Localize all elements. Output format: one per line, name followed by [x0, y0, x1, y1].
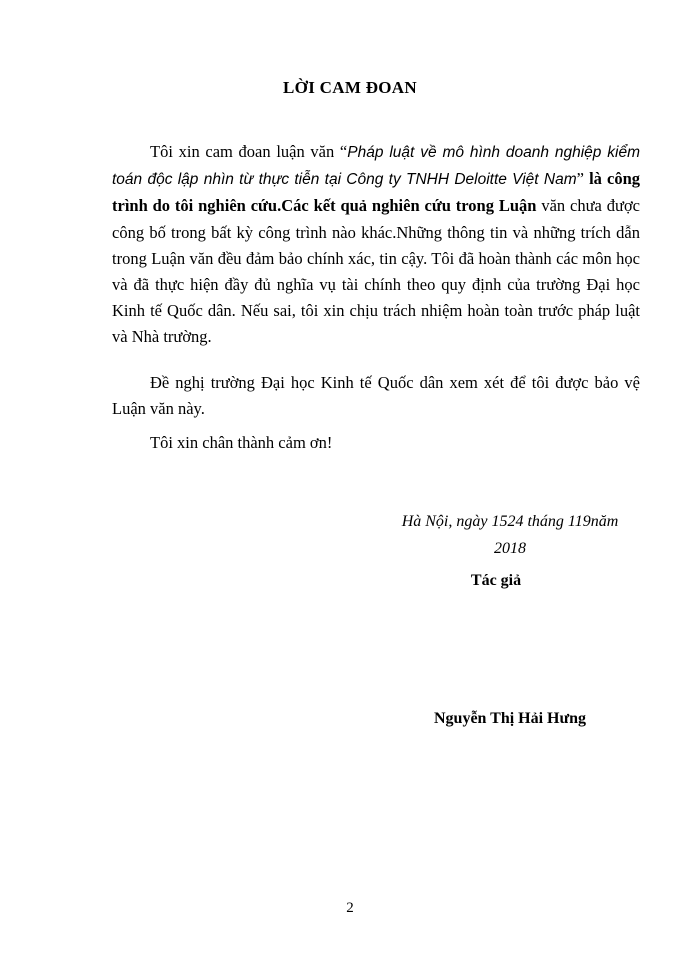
author-label: Tác giả: [470, 572, 522, 589]
thanks-paragraph: Tôi xin chân thành cảm ơn!: [150, 433, 333, 452]
paragraph-bold-phrase: là công trình do tôi nghiên cứu.Các kết quả nghiên cứu trong Luận: [112, 169, 641, 216]
page-title: LỜI CAM ĐOAN: [283, 78, 417, 97]
paragraph-intro: Tôi xin cam đoan luận văn “: [150, 142, 348, 161]
author-name: Nguyễn Thị Hải Hưng: [433, 710, 586, 727]
date-line-2: 2018: [494, 540, 526, 557]
thesis-title: Pháp luật về mô hình doanh nghiệp kiểm toán độc lập nhìn từ thực tiễn tại Công ty TNHH Deloitte Việt Nam: [112, 144, 641, 189]
date-place: [375, 508, 645, 562]
paragraph-rest: văn chưa được công bố trong bất kỳ công trình nào khác.Những thông tin và những trích dẫn trong Luận văn đều đảm bảo chính xác, tin cậy. Tôi đã hoàn thành các môn học và đã thực hiện đầy đủ nghĩa vụ tài chính theo quy định của trường Đại học Kinh tế Quốc dân. Nếu sai, tôi xin chịu trách nhiệm hoàn toàn trước pháp luật và Nhà trường.: [112, 196, 640, 347]
page-number: 2: [346, 900, 354, 916]
declaration-paragraph: [112, 139, 640, 351]
request-paragraph: Đề nghị trường Đại học Kinh tế Quốc dân xem xét để tôi được bảo vệ Luận văn này.: [112, 373, 640, 419]
date-line-1: Hà Nội, ngày 1524 tháng 119năm: [401, 513, 619, 530]
paragraph-close-quote: ”: [576, 169, 590, 189]
